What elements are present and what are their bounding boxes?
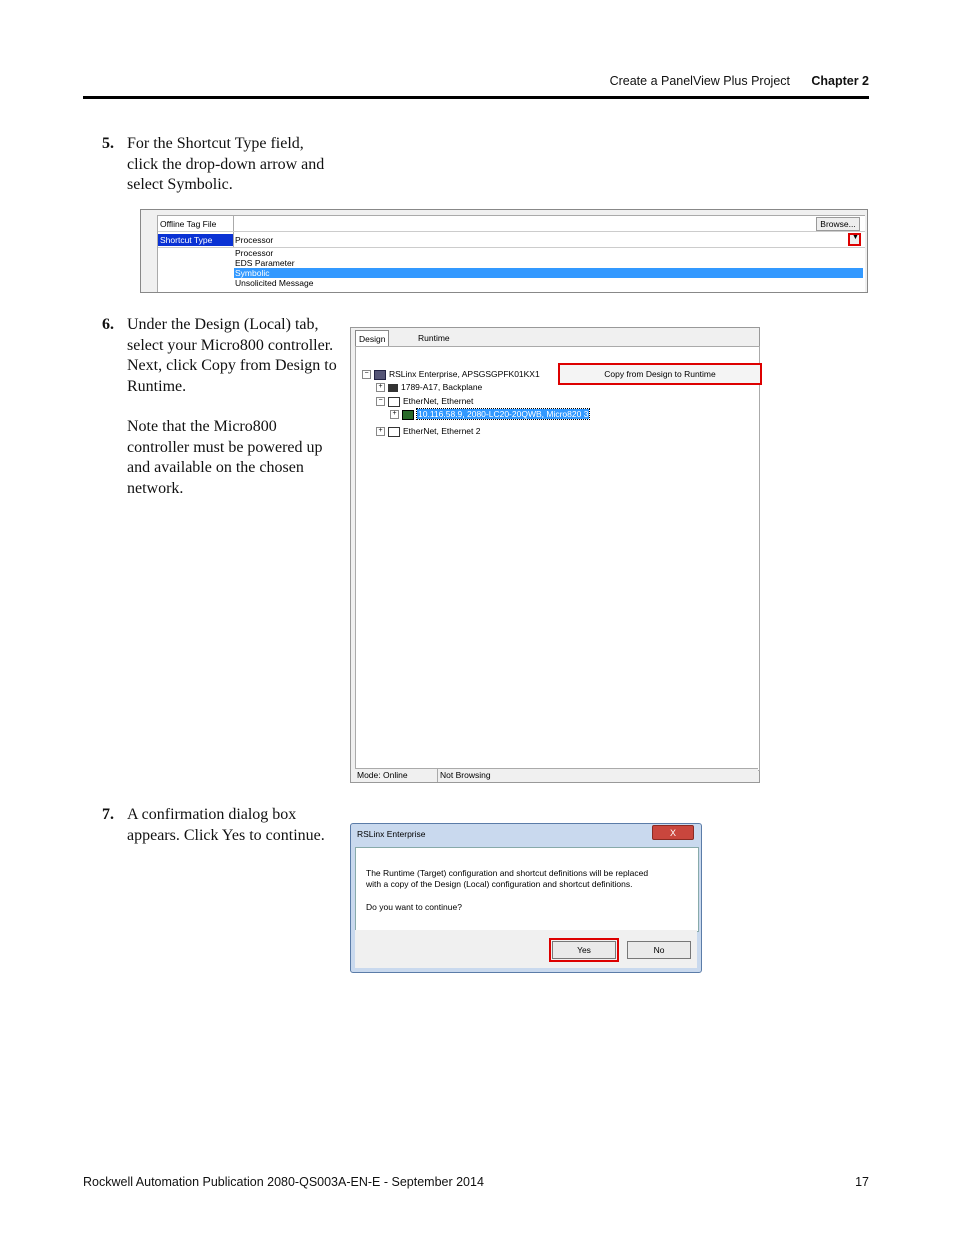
computer-icon (374, 370, 386, 380)
step-number: 7. (102, 806, 114, 823)
tree-node-ethernet2[interactable]: + EtherNet, Ethernet 2 (376, 425, 481, 437)
option-unsolicited-message[interactable]: Unsolicited Message (235, 278, 314, 288)
collapse-icon[interactable]: − (362, 370, 371, 379)
option-symbolic[interactable]: Symbolic (234, 268, 863, 278)
dropdown-arrow-button[interactable] (848, 233, 861, 246)
step-line: A confirmation dialog box (127, 806, 297, 823)
status-mode: Mode: Online (357, 770, 408, 780)
note-line: Note that the Micro800 (127, 418, 277, 435)
step-number: 5. (102, 135, 114, 152)
design-panel (355, 346, 760, 771)
dialog-title: RSLinx Enterprise (357, 829, 426, 839)
page-header (83, 74, 869, 90)
network-icon (388, 397, 400, 407)
option-processor[interactable]: Processor (235, 248, 274, 258)
dialog-body (355, 847, 699, 932)
dialog-message: The Runtime (Target) configuration and shortcut definitions will be replaced (366, 868, 649, 878)
yes-button[interactable]: Yes (552, 941, 616, 959)
status-browse: Not Browsing (440, 770, 491, 780)
network-icon (388, 427, 400, 437)
chapter-label: Chapter 2 (811, 74, 869, 88)
shortcut-type-row[interactable] (158, 232, 865, 248)
no-button[interactable]: No (627, 941, 691, 959)
shortcut-type-screenshot (140, 209, 868, 293)
status-bar (355, 768, 758, 782)
shortcut-type-label: Shortcut Type (158, 234, 234, 246)
step-line: Under the Design (Local) tab, (127, 316, 319, 333)
tree-node-controller[interactable]: + 10.116.58.9, 2080-LC20-20QWB, Micro820 3 (390, 408, 589, 420)
dialog-footer (355, 930, 697, 968)
dialog-message: with a copy of the Design (Local) configuration and shortcut definitions. (366, 879, 633, 889)
step-text (127, 805, 325, 846)
chevron-down-icon: ▼ (852, 234, 859, 241)
collapse-icon[interactable]: − (376, 397, 385, 406)
page-footer (83, 1175, 869, 1189)
offline-tag-row (158, 216, 865, 232)
confirmation-dialog (350, 823, 702, 973)
expand-icon[interactable]: + (376, 427, 385, 436)
expand-icon[interactable]: + (376, 383, 385, 392)
controller-icon (402, 410, 414, 420)
dialog-question: Do you want to continue? (366, 902, 462, 912)
step-line: Runtime. (127, 377, 187, 395)
tree-node-ethernet[interactable]: − EtherNet, Ethernet (376, 395, 473, 407)
option-eds-parameter[interactable]: EDS Parameter (235, 258, 295, 268)
shortcut-type-value[interactable]: Processor (235, 235, 274, 245)
note-line: and available on the chosen (127, 459, 304, 476)
close-button[interactable]: X (652, 825, 694, 840)
design-local-screenshot (350, 327, 760, 783)
step-line: For the Shortcut Type field, (127, 135, 304, 152)
step-line: appears. Click Yes to continue. (127, 826, 325, 844)
tab-runtime-target[interactable]: Runtime (418, 333, 450, 343)
step-line: Next, click Copy from Design to (127, 357, 337, 374)
step-line: select Symbolic. (127, 176, 233, 193)
note-line: network. (127, 479, 184, 497)
page-number: 17 (855, 1175, 869, 1189)
property-grid (157, 215, 865, 292)
step-text (127, 315, 337, 499)
tree-node-backplane[interactable]: + 1789-A17, Backplane (376, 381, 482, 393)
step-number: 6. (102, 316, 114, 333)
header-rule (83, 96, 869, 99)
section-title: Create a PanelView Plus Project (609, 74, 790, 88)
step-line: select your Micro800 controller. (127, 336, 334, 354)
backplane-icon (388, 384, 398, 392)
copy-design-to-runtime-button[interactable]: Copy from Design to Runtime (558, 363, 762, 385)
expand-icon[interactable]: + (390, 410, 399, 419)
step-line: click the drop-down arrow and (127, 155, 325, 173)
step-text (127, 134, 324, 196)
note-line: controller must be powered up (127, 438, 323, 456)
publication-info: Rockwell Automation Publication 2080-QS003A-EN-E - September 2014 (83, 1175, 484, 1189)
tab-design-local[interactable]: Design (355, 330, 389, 347)
browse-button[interactable]: Browse... (816, 217, 860, 231)
offline-tag-label: Offline Tag File (160, 219, 217, 229)
tree-node-root[interactable]: − RSLinx Enterprise, APSGSGPFK01KX1 (362, 368, 540, 380)
